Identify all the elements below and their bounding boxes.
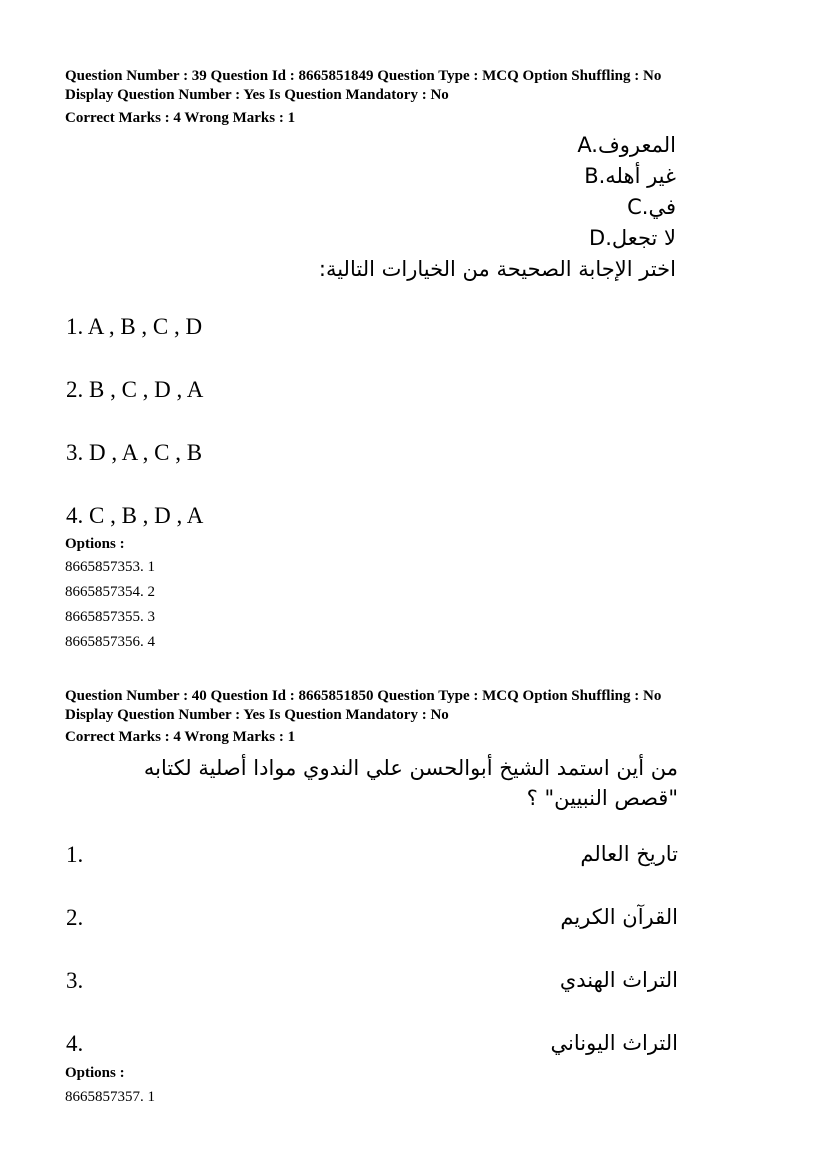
q40-choice-2	[66, 905, 678, 937]
q39-option-id-4: 8665857356. 4	[65, 634, 155, 650]
q39-option-id-1: 8665857353. 1	[65, 559, 155, 575]
q39-options-label: Options :	[65, 536, 125, 552]
q39-item-c: C.في	[627, 195, 676, 219]
q40-choice-1-number: 1.	[66, 842, 84, 867]
q40-choice-4-text: التراث اليوناني	[550, 1031, 678, 1055]
q40-options-label: Options :	[65, 1065, 125, 1081]
q39-marks: Correct Marks : 4 Wrong Marks : 1	[65, 110, 296, 126]
q40-question-text: من أين استمد الشيخ أبوالحسن علي الندوي موادا أصلية لكتابه "قصص النبيين" ؟	[143, 756, 678, 810]
q40-choice-1	[66, 842, 678, 874]
q39-option-id-3: 8665857355. 3	[65, 609, 155, 625]
q40-meta-line1: Question Number : 40 Question Id : 8665851850 Question Type : MCQ Option Shuffling : No	[65, 688, 662, 704]
q40-choice-2-number: 2.	[66, 905, 84, 930]
q39-item-d: D.لا تجعل	[589, 226, 676, 250]
q39-meta-line1: Question Number : 39 Question Id : 8665851849 Question Type : MCQ Option Shuffling : No	[65, 68, 662, 84]
q39-choice-3: 3. D , A , C , B	[66, 440, 203, 465]
q39-choice-4: 4. C , B , D , A	[66, 503, 204, 528]
q39-item-b: B.غير أهله	[584, 164, 676, 188]
q40-choice-1-text: تاريخ العالم	[580, 842, 678, 866]
q39-choice-1: 1. A , B , C , D	[66, 314, 203, 339]
q39-meta-line2: Display Question Number : Yes Is Question Mandatory : No	[65, 87, 449, 103]
q40-option-id-1: 8665857357. 1	[65, 1089, 155, 1105]
q40-choice-4	[66, 1031, 678, 1063]
q39-item-a: A.المعروف	[577, 133, 676, 157]
q40-meta-line2: Display Question Number : Yes Is Question Mandatory : No	[65, 707, 449, 723]
q40-choice-4-number: 4.	[66, 1031, 84, 1056]
q40-choice-3-text: التراث الهندي	[559, 968, 678, 992]
q39-prompt: اختر الإجابة الصحيحة من الخيارات التالية:	[318, 257, 676, 281]
q40-marks: Correct Marks : 4 Wrong Marks : 1	[65, 729, 296, 745]
q39-option-id-2: 8665857354. 2	[65, 584, 155, 600]
q40-choice-2-text: القرآن الكريم	[560, 905, 678, 929]
q40-choice-3	[66, 968, 678, 1000]
q40-choice-3-number: 3.	[66, 968, 84, 993]
q39-choice-2: 2. B , C , D , A	[66, 377, 204, 402]
